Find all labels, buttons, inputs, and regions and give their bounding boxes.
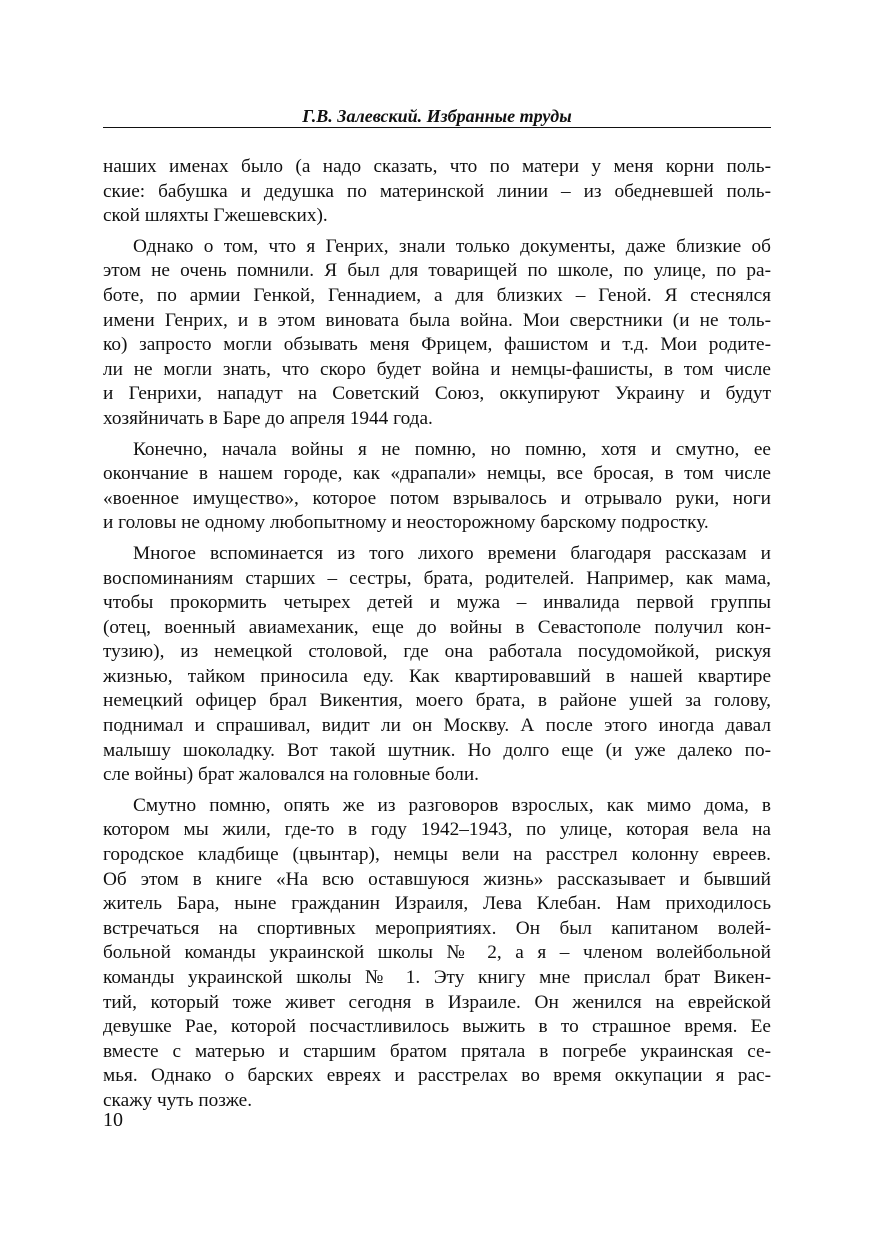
text-line: сле войны) брат жаловался на головные боли. bbox=[103, 764, 480, 786]
text-line: воспоминаниям старших – сестры, брата, родителей. Например, как мама, bbox=[103, 567, 771, 589]
paragraph bbox=[103, 438, 771, 536]
text-line: жизнью, тайком приносила еду. Как квартировавший в нашей квартире bbox=[103, 665, 771, 687]
text-line: вместе с матерью и старшим братом прятала в погребе украинская се- bbox=[103, 1040, 771, 1062]
text-line: городское кладбище (цвынтар), немцы вели на расстрел колонну евреев. bbox=[103, 844, 771, 866]
text-line: Однако о том, что я Генрих, знали только документы, даже близкие об bbox=[133, 235, 771, 257]
text-line: команды украинской школы № 1. Эту книгу мне прислал брат Викен- bbox=[103, 967, 771, 988]
text-line: окончание в нашем городе, как «драпали» немцы, все бросая, в том числе bbox=[103, 463, 771, 485]
text-line: наших именах было (а надо сказать, что по матери у меня корни поль- bbox=[103, 156, 771, 177]
text-line: немецкий офицер брал Викентия, моего брата, в районе ушей за голову, bbox=[103, 690, 771, 712]
text-line: Об этом в книге «На всю оставшуюся жизнь» рассказывает и бывший bbox=[103, 868, 771, 890]
text-line: и Генрихи, нападут на Советский Союз, оккупируют Украину и будут bbox=[103, 383, 771, 405]
page-body bbox=[103, 155, 771, 1114]
text-line: девушке Рае, которой посчастливилось выжить в то страшное время. Ее bbox=[103, 1016, 771, 1038]
text-line: тузию), из немецкой столовой, где она работала посудомойкой, рискуя bbox=[103, 641, 771, 663]
text-line: хозяйничать в Баре до апреля 1944 года. bbox=[103, 407, 433, 429]
text-line: ские: бабушка и дедушка по материнской линии – из обедневшей поль- bbox=[103, 180, 771, 202]
text-line: «военное имущество», которое потом взрывалось и отрывало руки, ноги bbox=[103, 487, 771, 509]
text-line: ской шляхты Гжешевских). bbox=[103, 205, 328, 227]
paragraph bbox=[103, 155, 771, 229]
text-line: Многое вспоминается из того лихого времени благодаря рассказам и bbox=[133, 542, 771, 564]
text-line: Конечно, начала войны я не помню, но помню, хотя и смутно, ее bbox=[133, 438, 771, 460]
paragraph bbox=[103, 235, 771, 432]
running-header bbox=[103, 105, 771, 128]
text-line: боте, по армии Генкой, Геннадием, а для близких – Геной. Я стеснялся bbox=[103, 284, 771, 306]
text-line: скажу чуть позже. bbox=[103, 1089, 253, 1111]
text-line: мья. Однако о барских евреях и расстрелах во время оккупации я рас- bbox=[103, 1065, 771, 1087]
text-line: тий, который тоже живет сегодня в Израиле. Он женился на еврейской bbox=[103, 991, 771, 1013]
text-line: больной команды украинской школы № 2, а я – членом волейбольной bbox=[103, 942, 771, 964]
paragraph bbox=[103, 794, 771, 1114]
text-line: и головы не одному любопытному и неосторожному барскому подростку. bbox=[103, 512, 709, 534]
text-line: ли не могли знать, что скоро будет война и немцы-фашисты, в том числе bbox=[103, 358, 771, 380]
text-line: малышу шоколадку. Вот такой шутник. Но долго еще (и уже далеко по- bbox=[103, 739, 771, 761]
text-line: Смутно помню, опять же из разговоров взрослых, как мимо дома, в bbox=[133, 794, 771, 816]
page-number: 10 bbox=[103, 1109, 123, 1131]
text-line: ко) запросто могли обзывать меня Фрицем, фашистом и т.д. Мои родите- bbox=[103, 334, 771, 356]
text-line: котором мы жили, где-то в году 1942–1943, по улице, которая вела на bbox=[103, 819, 771, 841]
text-line: этом не очень помнили. Я был для товарищей по школе, по улице, по ра- bbox=[103, 260, 771, 282]
text-line: чтобы прокормить четырех детей и мужа – инвалида первой группы bbox=[103, 592, 771, 614]
text-line: встречаться на спортивных мероприятиях. Он был капитаном волей- bbox=[103, 917, 771, 939]
text-line: (отец, военный авиамеханик, еще до войны в Севастополе получил кон- bbox=[103, 616, 771, 638]
paragraph bbox=[103, 542, 771, 788]
text-line: имени Генрих, и в этом виновата была война. Мои сверстники (и не толь- bbox=[103, 309, 771, 331]
text-line: житель Бара, ныне гражданин Израиля, Лева Клебан. Нам приходилось bbox=[103, 893, 771, 915]
text-line: поднимал и спрашивал, видит ли он Москву. А после этого иногда давал bbox=[103, 715, 771, 737]
running-title: Г.В. Залевский. Избранные труды bbox=[302, 106, 572, 126]
